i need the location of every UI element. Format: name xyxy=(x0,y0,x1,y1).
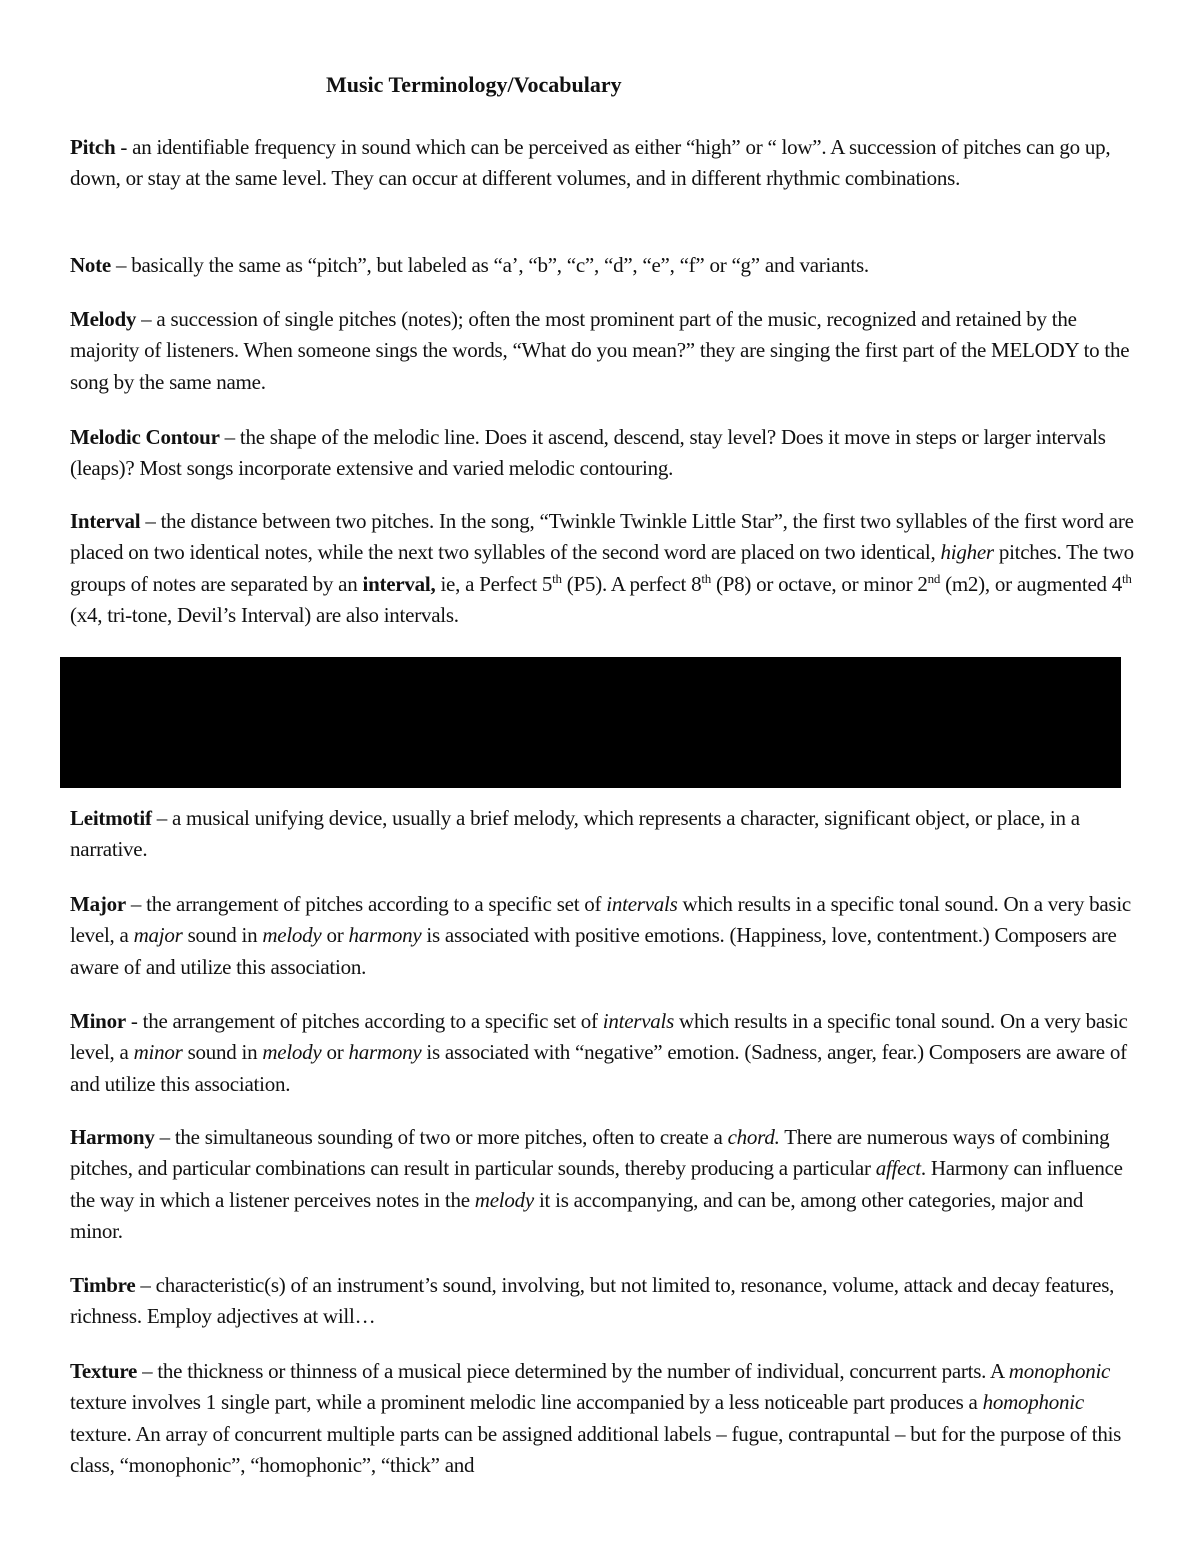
definition-text: sound in xyxy=(182,1040,263,1065)
emphasis-homophonic: homophonic xyxy=(982,1390,1084,1415)
definition-text: which results in a specific tonal sound. On a very basic level, a xyxy=(70,892,1131,948)
term-interval: Interval xyxy=(70,509,141,533)
term-minor: Minor xyxy=(70,1009,126,1033)
definition-text: or xyxy=(321,923,349,948)
entry-leitmotif xyxy=(70,803,1134,866)
definition-text: texture involves 1 single part, while a prominent melodic line accompanied by a less noticeable part produces a xyxy=(70,1390,983,1415)
ordinal-superscript: th xyxy=(1122,570,1132,586)
entry-melodic-contour xyxy=(70,422,1134,485)
definition-text: (P5). A perfect 8 xyxy=(561,571,702,596)
emphasis-intervals: intervals xyxy=(606,892,678,916)
emphasis-melody: melody xyxy=(474,1187,534,1212)
definition-text: sound in xyxy=(182,923,263,948)
entry-minor xyxy=(70,1006,1134,1100)
emphasis-harmony: harmony xyxy=(348,1040,422,1065)
emphasis-major: major xyxy=(133,923,183,948)
term-melody: Melody xyxy=(70,307,137,331)
ordinal-superscript: th xyxy=(701,570,711,586)
definition-text: texture. An array of concurrent multiple parts can be assigned additional labels – fugue, contrapuntal – but for the purpose of this class, “monophonic”, “homophonic”, “thick” and xyxy=(70,1421,1122,1477)
entry-melody xyxy=(70,304,1134,398)
entry-timbre xyxy=(70,1270,1134,1333)
term-texture: Texture xyxy=(70,1359,138,1383)
term-timbre: Timbre xyxy=(70,1273,136,1297)
entry-major xyxy=(70,889,1134,983)
definition-text: ie, a Perfect 5 xyxy=(435,571,553,596)
definition-text: is associated with “negative” emotion. (Sadness, anger, fear.) Composers are aware of and utilize this association. xyxy=(70,1040,1127,1096)
emphasis-affect: affect xyxy=(875,1156,921,1181)
entry-texture xyxy=(70,1356,1134,1481)
definition-pitch: - an identifiable frequency in sound which can be perceived as either “high” or “ low”. A succession of pitches can go up, down, or stay at the same level. They can occur at different volumes, and in different rhythmic combinations. xyxy=(70,135,1111,191)
term-harmony: Harmony xyxy=(70,1125,155,1149)
entry-harmony xyxy=(70,1122,1134,1247)
definition-timbre: – characteristic(s) of an instrument’s sound, involving, but not limited to, resonance, volume, attack and decay features, richness. Employ adjectives at will… xyxy=(70,1273,1115,1329)
emphasis-minor: minor xyxy=(133,1040,183,1065)
definition-text: it is accompanying, and can be, among other categories, major and minor. xyxy=(70,1187,1084,1243)
page-title: Music Terminology/Vocabulary xyxy=(326,72,622,97)
definition-note: – basically the same as “pitch”, but labeled as “a’, “b”, “c”, “d”, “e”, “f” or “g” and variants. xyxy=(110,253,869,277)
definition-text: – the thickness or thinness of a musical piece determined by the number of individual, concurrent parts. A xyxy=(137,1359,1009,1383)
definition-text: – the distance between two pitches. In the song, “Twinkle Twinkle Little Star”, the first two syllables of the first word are placed on two identical notes, while the next two syllables of the second word are placed on two identical, xyxy=(70,509,1134,565)
definition-text: pitches. The two groups of notes are separated by an xyxy=(70,540,1134,596)
definition-melodic-contour: – the shape of the melodic line. Does it ascend, descend, stay level? Does it move in steps or larger intervals (leaps)? Most songs incorporate extensive and varied melodic contouring. xyxy=(70,425,1106,481)
bold-interval: interval, xyxy=(362,571,436,596)
entry-pitch xyxy=(70,132,1134,195)
definition-melody: – a succession of single pitches (notes); often the most prominent part of the music, recognized and retained by the majority of listeners. When someone sings the words, “What do you mean?” they are singing the first part of the MELODY to the song by the same name. xyxy=(70,307,1130,394)
emphasis-melody: melody xyxy=(262,923,322,948)
emphasis-intervals: intervals xyxy=(602,1009,675,1033)
definition-text: - the arrangement of pitches according to a specific set of xyxy=(125,1009,603,1033)
definition-text: is associated with positive emotions. (Happiness, love, contentment.) Composers are aware of and utilize this association. xyxy=(70,923,1117,979)
emphasis-chord: chord. xyxy=(727,1125,780,1149)
entry-interval xyxy=(70,506,1134,631)
term-melodic-contour: Melodic Contour xyxy=(70,425,220,449)
ordinal-superscript: th xyxy=(552,570,562,586)
definition-text: or xyxy=(321,1040,349,1065)
term-major: Major xyxy=(70,892,126,916)
definition-text: (P8) or octave, or minor 2 xyxy=(710,571,928,596)
term-pitch: Pitch xyxy=(70,135,116,159)
definition-leitmotif: – a musical unifying device, usually a brief melody, which represents a character, significant object, or place, in a narrative. xyxy=(70,806,1080,862)
definition-text: – the simultaneous sounding of two or more pitches, often to create a xyxy=(154,1125,728,1149)
definition-text: which results in a specific tonal sound. On a very basic level, a xyxy=(70,1009,1128,1065)
definition-text: There are numerous ways of combining pitches, and particular combinations can result in particular sounds, thereby producing a particular xyxy=(70,1125,1110,1181)
definition-text: . Harmony can influence the way in which a listener perceives notes in the xyxy=(70,1156,1123,1212)
entry-note xyxy=(70,250,1134,281)
emphasis-harmony: harmony xyxy=(348,923,422,948)
emphasis-higher: higher xyxy=(940,540,994,565)
ordinal-superscript: nd xyxy=(927,570,941,586)
emphasis-melody: melody xyxy=(262,1040,322,1065)
term-leitmotif: Leitmotif xyxy=(70,806,152,830)
definition-text: (x4, tri-tone, Devil’s Interval) are also intervals. xyxy=(70,602,459,627)
term-note: Note xyxy=(70,253,111,277)
definition-text: – the arrangement of pitches according to a specific set of xyxy=(125,892,607,916)
redaction-block xyxy=(60,657,1121,788)
definition-text: (m2), or augmented 4 xyxy=(940,571,1123,596)
emphasis-monophonic: monophonic xyxy=(1008,1359,1111,1383)
